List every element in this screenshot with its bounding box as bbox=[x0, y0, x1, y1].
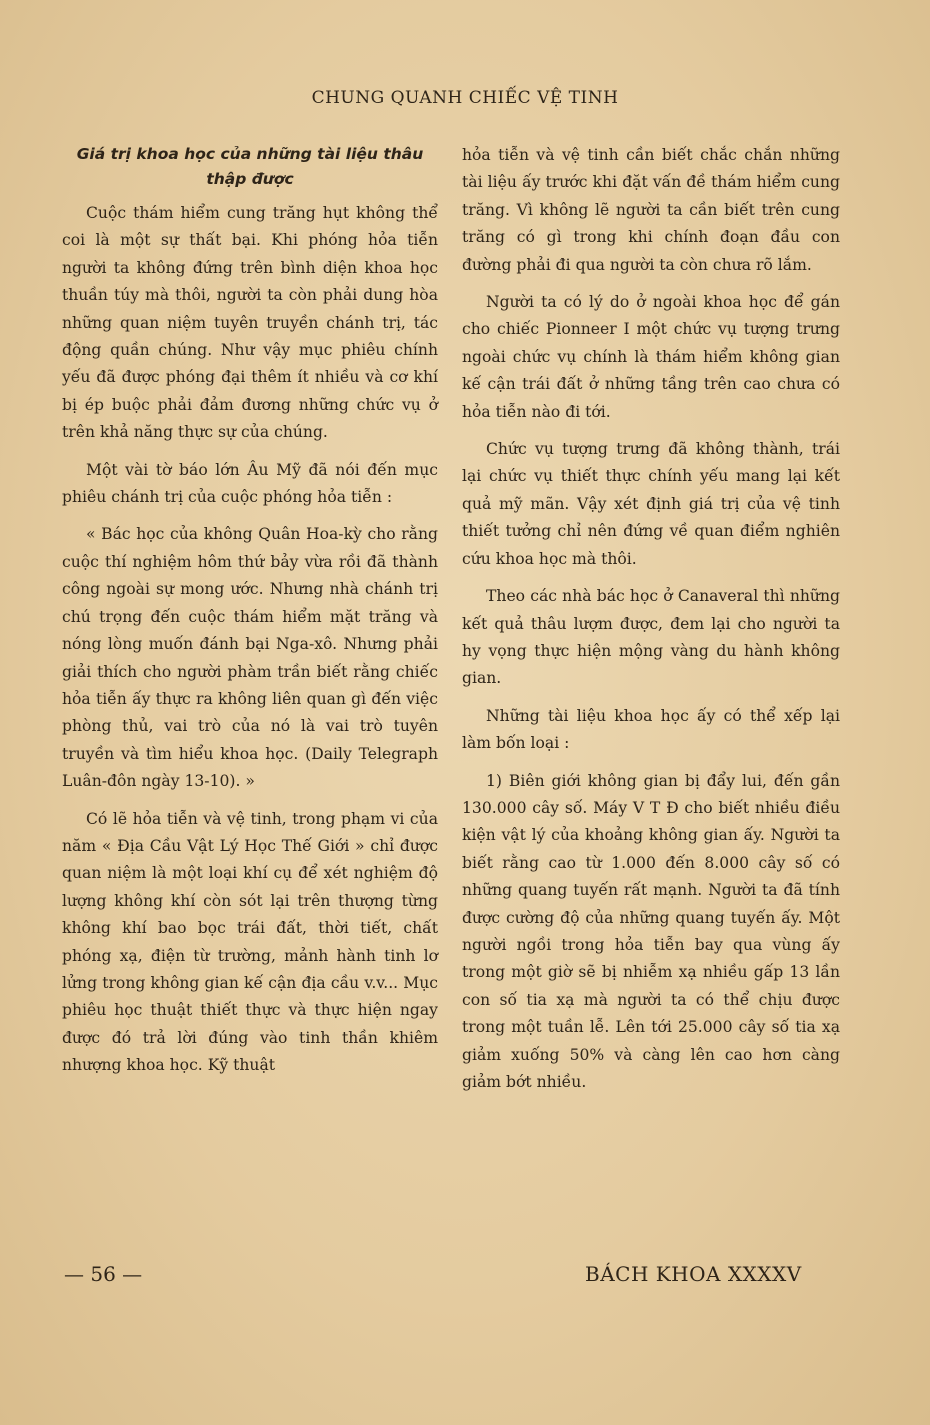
paragraph: Có lẽ hỏa tiễn và vệ tinh, trong phạm vi của năm « Địa Cầu Vật Lý Học Thế Giới » chỉ được quan niệm là một loại khí cụ để xét nghiệm độ lượng không khí còn sót lại trên thượng từng không khí bao bọc trái đất, thời tiết, chất phóng xạ, điện từ trường, mảnh hành tinh lơ lửng trong không gian kế cận địa cầu v.v... Mục phiêu học thuật thiết thực và thực hiện ngay được đó trả lời đúng vào tinh thần khiêm nhượng khoa học. Kỹ thuật bbox=[62, 809, 438, 1075]
paragraph: Chức vụ tượng trưng đã không thành, trái lại chức vụ thiết thực chính yếu mang lại kết quả mỹ mãn. Vậy xét định giá trị của vệ tinh thiết tưởng chỉ nên đứng về quan điểm nghiên cứu khoa học mà thôi. bbox=[462, 440, 840, 568]
publication-name: BÁCH KHOA XXXXV bbox=[585, 1262, 802, 1286]
running-title: CHUNG QUANH CHIẾC VỆ TINH bbox=[311, 88, 619, 108]
list-item-paragraph: 1) Biên giới không gian bị đẩy lui, đến gần 130.000 cây số. Máy V T Đ cho biết nhiều điều kiện vật lý của khoảng không gian ấy. Người ta biết rằng cao từ 1.000 đến 8.000 cây số có những quang tuyến rất mạnh. Người ta đã tính được cường độ của những quang tuyến ấy. Một người ngồi trong hỏa tiễn bay qua vùng ấy trong một giờ sẽ bị nhiễm xạ nhiều gấp 13 lần con số tia xạ mà người ta có thể chịu được trong một tuần lễ. Lên tới 25.000 cây số tia xạ giảm xuống 50% và càng lên cao hơn càng giảm bớt nhiều. bbox=[462, 771, 840, 1091]
paragraph: Những tài liệu khoa học ấy có thể xếp lại làm bốn loại : bbox=[462, 706, 840, 753]
paragraph: Theo các nhà bác học ở Canaveral thì những kết quả thâu lượm được, đem lại cho người ta hy vọng thực hiện mộng vàng du hành không gian. bbox=[462, 587, 840, 688]
page-number: — 56 — bbox=[64, 1262, 143, 1286]
left-column bbox=[62, 142, 438, 1090]
paragraph-continued: hỏa tiễn và vệ tinh cần biết chắc chắn những tài liệu ấy trước khi đặt vấn đề thám hiểm cung trăng. Vì không lẽ người ta cần biết trên cung trăng có gì trong khi chính đoạn đầu con đường phải đi qua người ta còn chưa rõ lắm. bbox=[462, 146, 840, 274]
section-heading: Giá trị khoa học của những tài liệu thâu thập được bbox=[76, 145, 424, 188]
paragraph: Một vài tờ báo lớn Âu Mỹ đã nói đến mục phiêu chánh trị của cuộc phóng hỏa tiễn : bbox=[62, 460, 438, 507]
quote-paragraph: « Bác học của không Quân Hoa-kỳ cho rằng cuộc thí nghiệm hôm thứ bảy vừa rồi đã thành công ngoài sự mong ước. Nhưng nhà chánh trị chú trọng đến cuộc thám hiểm mặt trăng và nóng lòng muốn đánh bại Nga-xô. Nhưng phải giải thích cho người phàm trần biết rằng chiếc hỏa tiễn ấy thực ra không liên quan gì đến việc phòng thủ, vai trò của nó là vai trò tuyên truyền và tìm hiểu khoa học. (Daily Telegraph Luân-đôn ngày 13-10). » bbox=[62, 525, 438, 791]
right-column bbox=[462, 142, 840, 1106]
paragraph: Cuộc thám hiểm cung trăng hụt không thể coi là một sự thất bại. Khi phóng hỏa tiễn người ta không đứng trên bình diện khoa học thuần túy mà thôi, người ta còn phải dung hòa những quan niệm tuyên truyền chánh trị, tác động quần chúng. Như vậy mục phiêu chính yếu đã được phóng đại thêm ít nhiều và cơ khí bị ép buộc phải đảm đương những chức vụ ở trên khả năng thực sự của chúng. bbox=[62, 204, 438, 442]
paragraph: Người ta có lý do ở ngoài khoa học để gán cho chiếc Pionneer I một chức vụ tượng trưng ngoài chức vụ chính là thám hiểm không gian kế cận trái đất ở những tầng trên cao chưa có hỏa tiễn nào đi tới. bbox=[462, 293, 840, 421]
